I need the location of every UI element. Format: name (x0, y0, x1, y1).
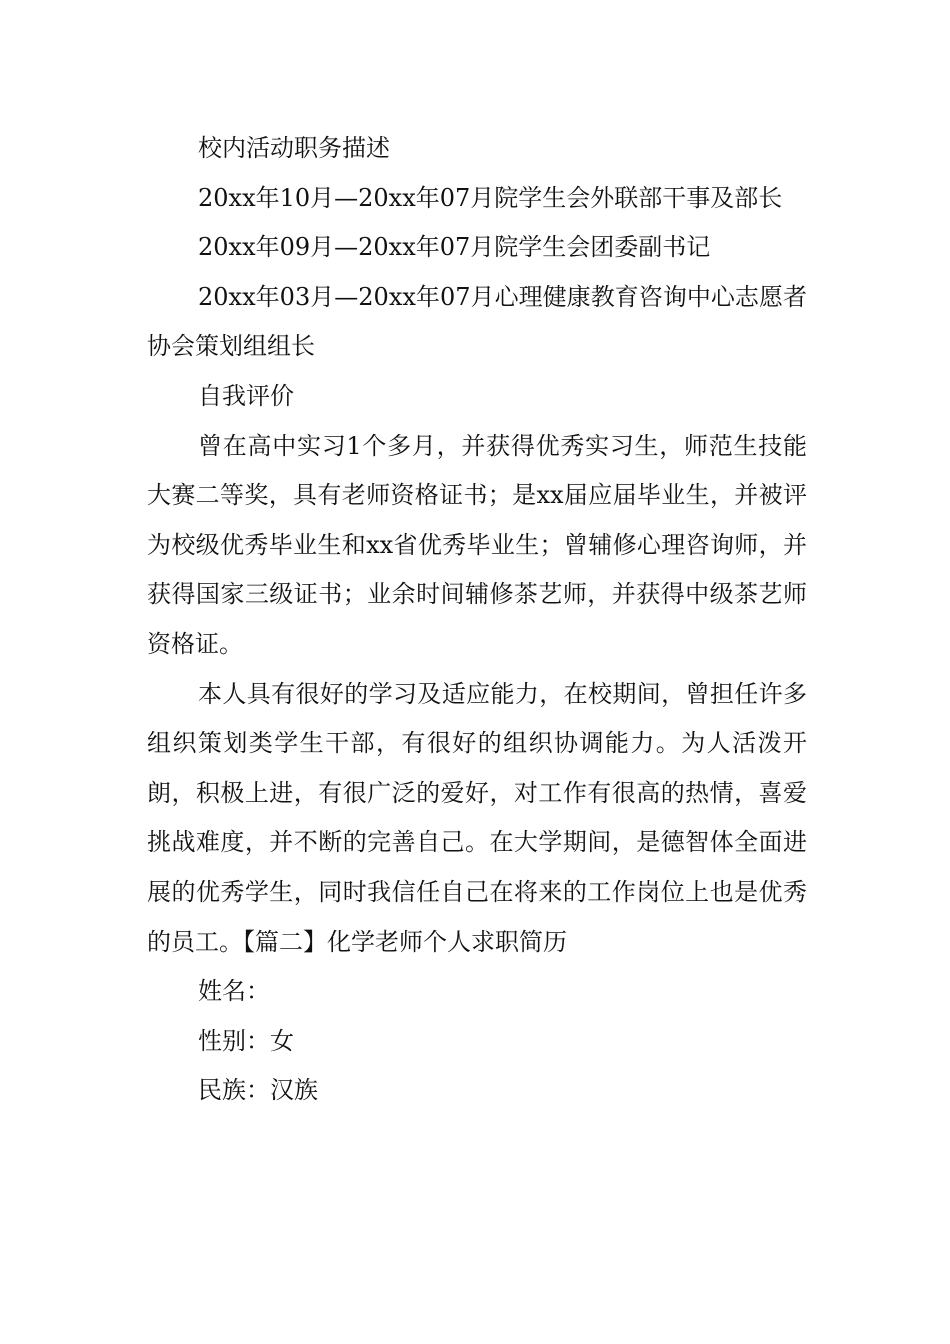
section-heading-self-evaluation: 自我评价 (198, 381, 294, 410)
field-ethnicity: 民族：汉族 (198, 1076, 318, 1105)
document-body (147, 124, 807, 1116)
body-paragraph: 曾在高中实习1个多月，并获得优秀实习生，师范生技能大赛二等奖，具有老师资格证书；是xx届应届毕业生，并被评为校级优秀毕业生和xx省优秀毕业生；曾辅修心理咨询师，并获得国家三级证书；业余时间辅修茶艺师，并获得中级茶艺师资格证。 (147, 431, 807, 658)
field-gender: 性别：女 (198, 1026, 294, 1055)
body-paragraph: 本人具有很好的学习及适应能力，在校期间，曾担任许多组织策划类学生干部，有很好的组织协调能力。为人活泼开朗，积极上进，有很广泛的爱好，对工作有很高的热情，喜爱挑战难度，并不断的完善自己。在大学期间，是德智体全面进展的优秀学生，同时我信任自己在将来的工作岗位上也是优秀的员工。【篇二】化学老师个人求职简历 (147, 679, 807, 956)
field-name: 姓名： (198, 977, 270, 1006)
activity-entry: 20xx年09月—20xx年07月院学生会团委副书记 (198, 233, 711, 262)
activity-entry: 20xx年10月—20xx年07月院学生会外联部干事及部长 (198, 183, 783, 212)
activity-entry: 20xx年03月—20xx年07月心理健康教育咨询中心志愿者协会策划组组长 (147, 282, 807, 361)
section-heading-campus-activities: 校内活动职务描述 (198, 134, 390, 162)
